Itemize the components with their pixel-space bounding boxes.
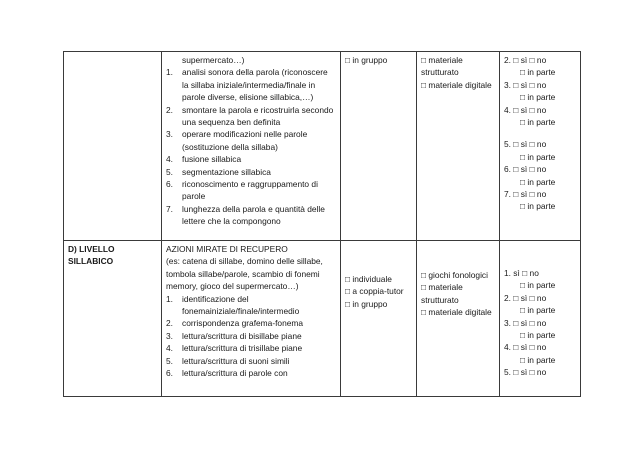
list-item: 5. segmentazione sillabica: [166, 166, 271, 177]
evaluation-line: □ in parte: [520, 280, 556, 291]
list-item: 2. smontare la parola e ricostruirla secondo una sequenza ben definita: [166, 104, 334, 128]
materials-option: □ materiale digitale: [421, 79, 492, 90]
list-item: 3. lettura/scrittura di bisillabe piane: [166, 330, 302, 341]
list-item: 3. operare modificazioni nelle parole (sostituzione della sillaba): [166, 129, 308, 152]
evaluation-line: □ in parte: [520, 92, 556, 103]
actions-intro: (es: catena di sillabe, domino delle sillabe, tombola sillabe/parole, scambio di fonemi memory, gioco del supermercato…): [166, 256, 323, 292]
actions-cell: [162, 241, 341, 397]
level-cell: [64, 241, 162, 397]
materials-option: □ materiale strutturato: [421, 282, 463, 305]
materials-option: □ giochi fonologici: [421, 270, 488, 280]
evaluation-line: □ in parte: [520, 151, 556, 162]
level-cell: [64, 52, 162, 241]
evaluation-line: 6. □ sì □ no: [504, 164, 547, 175]
materials-cell: [417, 241, 500, 397]
level-title: SILLABICO: [68, 256, 114, 267]
evaluation-line: □ in parte: [520, 330, 556, 341]
evaluation-line: □ in parte: [520, 176, 556, 187]
list-item: 6. lettura/scrittura di parole con: [166, 368, 288, 379]
evaluation-line: 3. □ sì □ no: [504, 317, 547, 328]
actions-list: [166, 293, 336, 380]
list-item: 4. fusione sillabica: [166, 154, 242, 165]
planning-table: [63, 51, 581, 397]
list-item: 2. corrispondenza grafema-fonema: [166, 318, 304, 329]
materials-option: □ materiale strutturato: [421, 55, 463, 78]
materials-cell: [417, 52, 500, 241]
evaluation-line: 5. □ sì □ no: [504, 367, 547, 378]
grouping-cell: [341, 241, 417, 397]
evaluation-line: 4. □ sì □ no: [504, 104, 547, 115]
materials-option: □ materiale digitale: [421, 307, 492, 318]
grouping-option: □ a coppia-tutor: [345, 286, 404, 297]
table-row: [64, 241, 581, 397]
level-title: D) LIVELLO: [68, 244, 115, 254]
evaluation-line: 2. □ sì □ no: [504, 292, 547, 303]
evaluation-cell: [500, 52, 581, 241]
evaluation-line: 1. sì □ no: [504, 268, 539, 278]
list-item: 6. riconoscimento e raggruppamento di parole: [166, 179, 318, 202]
evaluation-line: 2. □ sì □ no: [504, 55, 547, 65]
list-item: 1. identificazione del fonemainiziale/finale/intermedio: [166, 293, 300, 317]
grouping-option: □ in gruppo: [345, 55, 388, 65]
grouping-cell: [341, 52, 417, 241]
evaluation-line: □ in parte: [520, 117, 556, 128]
grouping-option: □ in gruppo: [345, 298, 388, 309]
list-item: 4. lettura/scrittura di trisillabe piane: [166, 343, 303, 354]
actions-heading: AZIONI MIRATE DI RECUPERO: [166, 244, 288, 254]
list-item: 5. lettura/scrittura di suoni simili: [166, 355, 290, 366]
table-row: [64, 52, 581, 241]
evaluation-line: □ in parte: [520, 67, 556, 78]
evaluation-line: 5. □ sì □ no: [504, 139, 547, 150]
list-item: 1. analisi sonora della parola (riconoscere la sillaba iniziale/intermedia/finale in parole diverse, elisione sillabica,…): [166, 67, 328, 103]
evaluation-line: 3. □ sì □ no: [504, 79, 547, 90]
actions-list: [166, 66, 336, 227]
evaluation-line: □ in parte: [520, 354, 556, 365]
evaluation-line: □ in parte: [520, 305, 556, 316]
actions-cell: [162, 52, 341, 241]
evaluation-cell: [500, 241, 581, 397]
evaluation-line: 4. □ sì □ no: [504, 342, 547, 353]
evaluation-line: 7. □ sì □ no: [504, 189, 547, 200]
grouping-option: □ individuale: [345, 274, 392, 284]
evaluation-line: □ in parte: [520, 201, 556, 212]
list-item: 7. lunghezza della parola e quantità delle lettere che la compongono: [166, 203, 325, 227]
actions-intro: supermercato…): [182, 55, 245, 65]
